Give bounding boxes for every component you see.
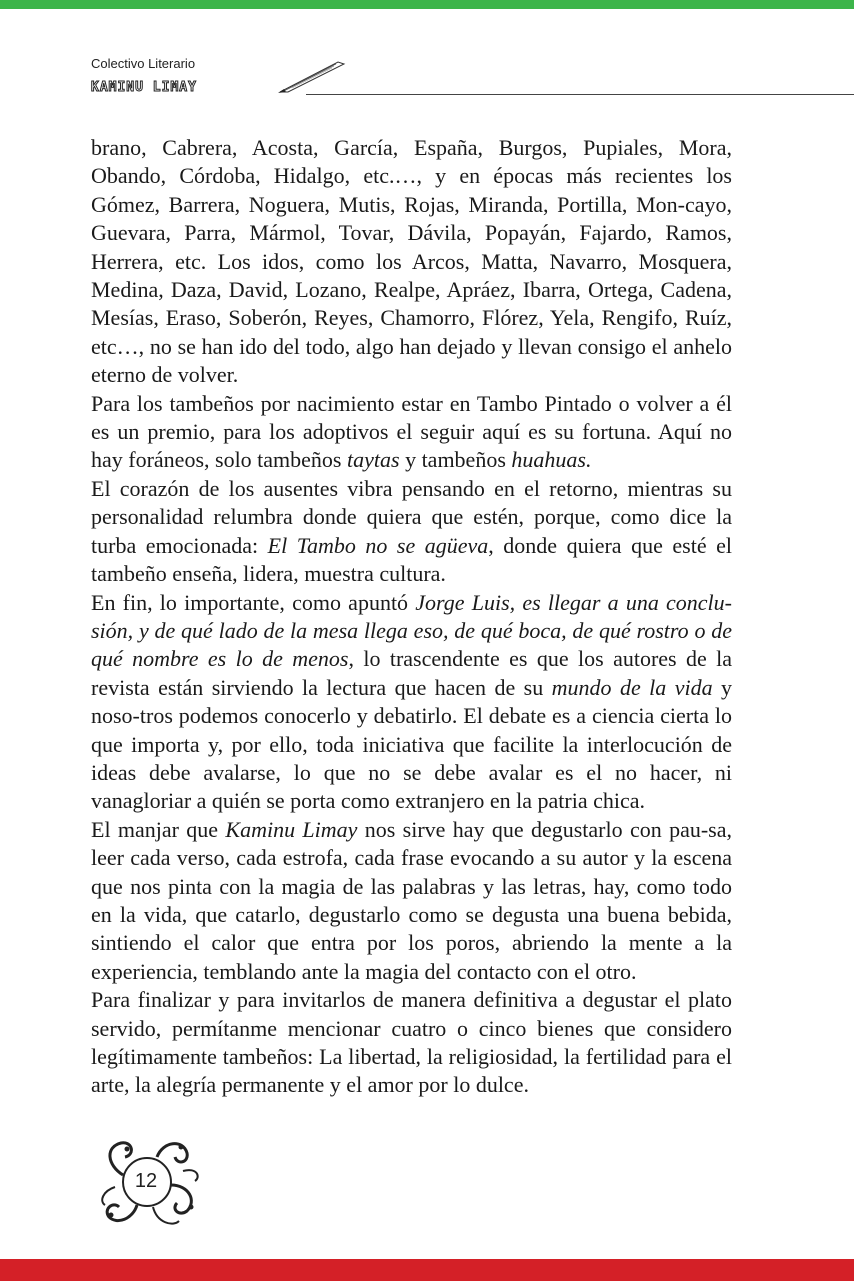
text-run: nos sirve hay que degustarlo con pau-sa, leer cada verso, cada estrofa, cada frase evocando a su autor y la escena que nos pinta con la magia de las palabras y las letras, hay, como todo en la vida, que catarlo, degustarlo como se degusta una buena bebida, sintiendo el calor que entra por los poros, abriendo la mente a la experiencia, temblando ante la magia del contacto con el otro. [91,816,732,984]
body-text [91,134,732,1100]
text-run: , donde quiera que esté el tambeño enseña, lidera, muestra cultura. [91,532,732,587]
top-accent-bar [0,0,854,9]
italic-run: taytas [347,447,400,473]
paragraph [91,475,732,589]
page-number: 12 [134,1170,158,1192]
paragraph [91,390,732,475]
text-run: El corazón de los ausentes vibra pensando en el retorno, mientras su personalidad relumbra donde quiera que estén, porque, como dice la turba emocionada: [91,475,732,558]
italic-run: Kaminu Limay [225,816,358,842]
fountain-pen-icon [276,58,348,94]
italic-run: El Tambo no se agüeva [267,532,489,558]
italic-run: Jorge Luis, es llegar a una conclu-sión, y de qué lado de la mesa llega eso, de qué boca, de qué rostro o de qué nombre es lo de menos [91,589,732,672]
header-divider [306,94,854,95]
text-run: En fin, lo importante, como apuntó [91,589,416,615]
text-run: brano, Cabrera, Acosta, García, España, Burgos, Pupiales, Mora, Obando, Córdoba, Hidalgo, etc.…, y en épocas más recientes los Gómez, Barrera, Noguera, Mutis, Rojas, Miranda, Portilla, Mon-cayo, Guevara, Parra, Mármol, Tovar, Dávila, Popayán, Fajardo, Ramos, Herrera, etc. Los idos, como los Arcos, Matta, Navarro, Mosquera, Medina, Daza, David, Lozano, Realpe, Apráez, Ibarra, Ortega, Cadena, Mesías, Eraso, Soberón, Reyes, Chamorro, Flórez, Yela, Rengifo, Ruíz, etc…, no se han ido del todo, algo han dejado y llevan consigo el anhelo eterno de volver. [91,135,732,388]
brand-wordmark: KAMINU LIMAY [91,80,197,95]
collective-label: Colectivo Literario [91,56,196,71]
text-run: Para los tambeños por nacimiento estar en Tambo Pintado o volver a él es un premio, para los adoptivos el seguir aquí es su fortuna. Aquí no hay foráneos, solo tambeños [91,390,732,473]
italic-run: mundo de la vida [551,674,713,700]
bottom-accent-bar [0,1259,854,1281]
text-run: El manjar que [91,816,226,842]
paragraph [91,986,732,1100]
text-run: y noso-tros podemos conocerlo y debatirlo. El debate es a ciencia cierta lo que importa y, por ello, toda iniciativa que facilite la interlocución de ideas debe avalarse, lo que no se debe avalar es el no hacer, ni vanagloriar a quién se porta como extranjero en la patria chica. [91,674,733,814]
italic-run: huahuas. [511,447,592,473]
page-header [91,56,854,100]
paragraph [91,589,732,816]
paragraph [91,134,732,390]
text-run: y tambeños [399,447,512,473]
text-run: Para finalizar y para invitarlos de manera definitiva a degustar el plato servido, permítanme mencionar cuatro o cinco bienes que considero legítimamente tambeños: La libertad, la religiosidad, la fertilidad para el arte, la alegría permanente y el amor por lo dulce. [91,987,732,1098]
paragraph [91,816,732,986]
text-run: , lo trascendente es que los autores de la revista están sirviendo la lectura que hacen de su [91,646,732,700]
